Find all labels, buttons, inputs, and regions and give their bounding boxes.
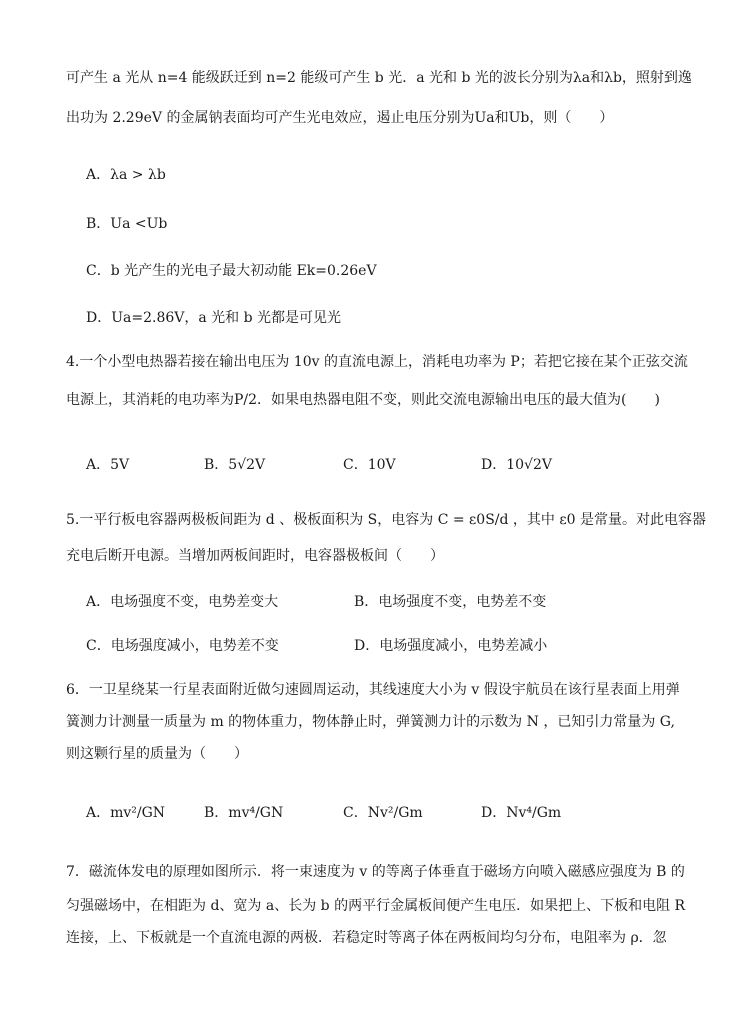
q7-line-1: 7．磁流体发电的原理如图所示．将一束速度为 v 的等离子体垂直于磁场方向喷入磁感应强度为 B 的 [66,864,685,880]
q7-line-2: 匀强磁场中，在相距为 d、宽为 a、长为 b 的两平行金属板间便产生电压．如果把上、下板和电阻 R [66,898,686,914]
q5-option-b: B．电场强度不变，电势差不变 [354,594,547,610]
q3-option-c: C．b 光产生的光电子最大初动能 Ek=0.26eV [86,263,377,279]
q6-line-3: 则这颗行星的质量为（ ） [66,746,248,762]
q4-option-a: A．5V [86,457,130,473]
q6-line-1: 6．一卫星绕某一行星表面附近做匀速圆周运动，其线速度大小为 v 假设宇航员在该行星表面上用弹 [66,682,680,698]
q6-option-a: A．mv²/GN [86,805,166,821]
q6-line-2: 簧测力计测量一质量为 m 的物体重力，物体静止时，弹簧测力计的示数为 N ，已知引力常量为 G, [66,714,675,730]
q5-option-d: D．电场强度减小，电势差减小 [354,638,548,654]
q5-line-2: 充电后断开电源。当增加两板间距时，电容器极板间（ ） [66,548,444,564]
q3-option-b: B．Ua <Ub [86,216,168,232]
q3-line-2: 出功为 2.29eV 的金属钠表面均可产生光电效应，遏止电压分别为Ua和Ub，则（ ） [66,110,614,126]
q4-option-d: D．10√2V [481,457,552,473]
q5-line-1: 5.一平行板电容器两极板间距为 d 、极板面积为 S，电容为 C = ε0S/d ，其中 ε0 是常量。对此电容器 [66,512,706,528]
q5-option-c: C．电场强度减小，电势差不变 [86,638,279,654]
q4-option-b: B．5√2V [204,457,266,473]
q3-option-d: D．Ua=2.86V，a 光和 b 光都是可见光 [86,310,342,326]
q6-option-b: B．mv⁴/GN [204,805,284,821]
q4-option-c: C．10V [343,457,396,473]
q4-line-1: 4.一个小型电热器若接在输出电压为 10v 的直流电源上，消耗电功率为 P；若把它接在某个正弦交流 [66,354,688,370]
q4-line-2: 电源上，其消耗的电功率为P/2．如果电热器电阻不变，则此交流电源输出电压的最大值为( ) [66,392,660,408]
q5-option-a: A．电场强度不变，电势差变大 [86,594,279,610]
q3-line-1: 可产生 a 光从 n=4 能级跃迁到 n=2 能级可产生 b 光．a 光和 b 光的波长分别为λa和λb，照射到逸 [66,70,692,86]
q3-option-a: A．λa > λb [86,167,166,183]
q6-option-c: C．Nv²/Gm [343,805,423,821]
q7-line-3: 连接，上、下板就是一个直流电源的两极．若稳定时等离子体在两板间均匀分布，电阻率为 ρ．忽 [66,930,667,946]
q6-option-d: D．Nv⁴/Gm [481,805,562,821]
